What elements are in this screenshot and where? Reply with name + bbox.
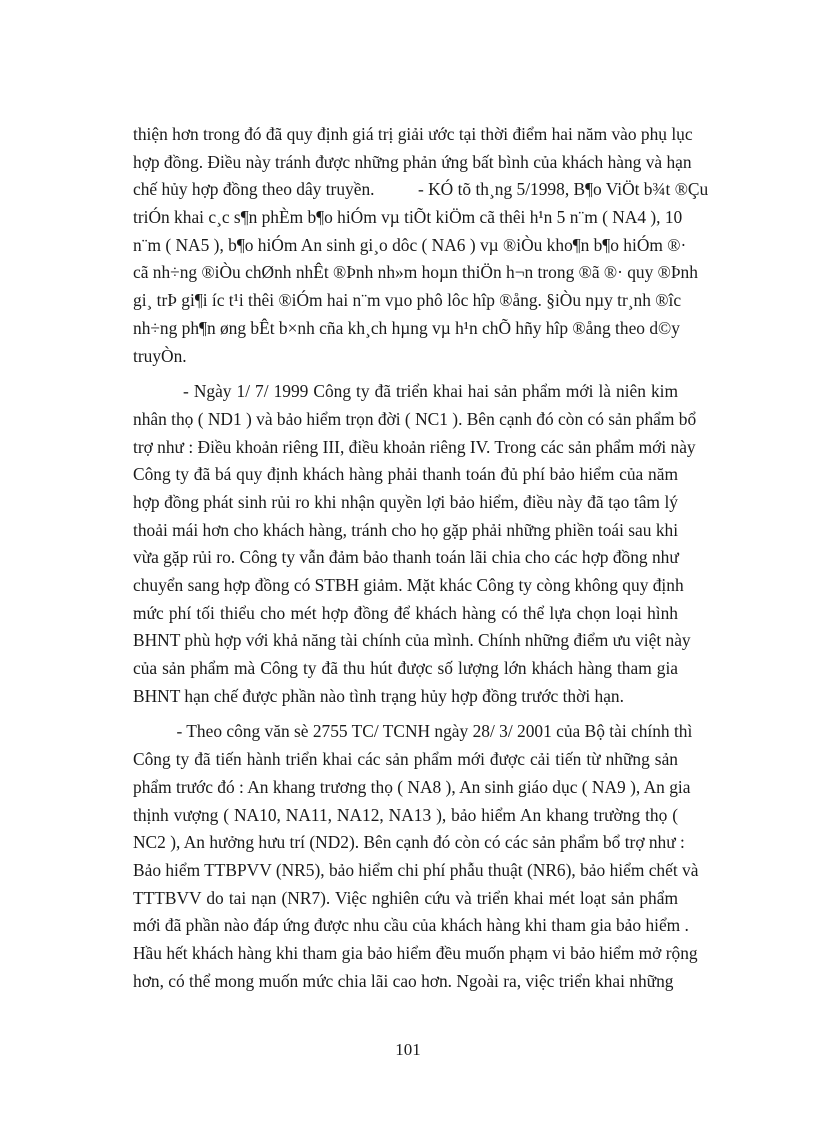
text-line: hơn, có thể mong muốn mức chia lãi cao hơn. Ngoài ra, việc triển khai những [133,970,674,991]
text-line: nhân thọ ( ND1 ) và bảo hiểm trọn đời ( NC1 ). Bên cạnh đó còn có sản phẩm bổ [133,408,697,429]
text-line: của sản phẩm mà Công ty đã thu hút được số lượng lớn khách hàng tham gia [133,658,678,679]
text-line: hợp đồng phát sinh rủi ro khi nhận quyền lợi bảo hiểm, điều này đã tạo tâm lý [133,491,678,512]
text-line: BHNT phù hợp với khả năng tài chính của mình. Chính những điểm ưu việt này [133,630,691,651]
text-line: Bảo hiểm TTBPVV (NR5), bảo hiểm chi phí phẫu thuật (NR6), bảo hiểm chết và [133,859,699,880]
body-text [133,121,709,995]
text-line: mới đã phần nào đáp ứng được nhu cầu của khách hàng khi tham gia bảo hiểm . [133,915,689,936]
text-line: NC2 ), An hưởng hưu trí (ND2). Bên cạnh đó còn có các sản phẩm bổ trợ như : [133,832,685,853]
paragraph-2 [133,378,697,710]
text-line: chuyển sang hợp đồng có STBH giảm. Mặt khác Công ty còng không quy định [133,575,684,595]
text-line: vừa gặp rủi ro. Công ty vẫn đảm bảo thanh toán lãi chia cho các hợp đồng như [133,547,679,568]
text-line: triÓn khai c¸c s¶n phÈm b¶o hiÓm vµ tiÕt kiÖm cã thêi h¹n 5 n¨m ( NA4 ), 10 [133,207,683,228]
text-line: TTTBVV do tai nạn (NR7). Việc nghiên cứu và triển khai mét loạt sản phẩm [133,887,678,908]
text-line: Hầu hết khách hàng khi tham gia bảo hiểm đều muốn phạm vi bảo hiểm mở rộng [133,942,698,963]
text-line: chế hủy hợp đồng theo dây truyền. - KÓ tõ th¸ng 5/1998, B¶o ViÖt b¾t ®Çu [133,179,709,200]
text-line: BHNT hạn chế được phần nào tình trạng hủy hợp đồng trước thời hạn. [133,685,624,706]
text-line: trợ như : Điều khoản riêng III, điều khoản riêng IV. Trong các sản phẩm mới này [133,436,696,457]
text-line: - Theo công văn sè 2755 TC/ TCNH ngày 28/ 3/ 2001 của Bộ tài chính thì [133,721,693,742]
text-line: nh÷ng ph¶n øng bÊt b×nh cña kh¸ch hµng vµ h¹n chÕ hñy hîp ®ång theo d©y [133,317,680,338]
page-number: 101 [395,1040,421,1059]
text-line: phẩm trước đó : An khang trương thọ ( NA8 ), An sinh giáo dục ( NA9 ), An gia [133,776,691,797]
text-line: Công ty đã tiến hành triển khai các sản phẩm mới được cải tiến từ những sản [133,749,678,770]
text-line: n¨m ( NA5 ), b¶o hiÓm An sinh gi¸o dôc ( NA6 ) vµ ®iÒu kho¶n b¶o hiÓm ®· [133,234,687,255]
text-line: thịnh vượng ( NA10, NA11, NA12, NA13 ), bảo hiểm An khang trường thọ ( [133,804,678,825]
paragraph-1 [133,121,709,370]
text-line: thiện hơn trong đó đã quy định giá trị giải ước tại thời điểm hai năm vào phụ lục [133,124,693,144]
text-line: gi¸ trÞ gi¶i íc t¹i thêi ®iÓm hai n¨m vµo phô lôc hîp ®ång. §iÒu nµy tr¸nh ®îc [133,290,682,311]
text-line: - Ngày 1/ 7/ 1999 Công ty đã triển khai hai sản phẩm mới là niên kim [133,381,678,402]
paragraph-3 [133,718,699,995]
text-line: mức phí tối thiểu cho mét hợp đồng để khách hàng có thể lựa chọn loại hình [133,602,678,623]
text-line: cã nh÷ng ®iÒu chØnh nhÊt ®Þnh nh»m hoµn thiÖn h¬n trong ®ã ®· quy ®Þnh [133,262,698,283]
text-line: truyÒn. [133,345,187,366]
text-line: hợp đồng. Điều này tránh được những phản ứng bất bình của khách hàng và hạn [133,151,692,172]
text-line: Công ty đã bá quy định khách hàng phải thanh toán đủ phí bảo hiểm của năm [133,464,678,485]
text-line: thoải mái hơn cho khách hàng, tránh cho họ gặp phải những phiền toái sau khi [133,519,679,540]
